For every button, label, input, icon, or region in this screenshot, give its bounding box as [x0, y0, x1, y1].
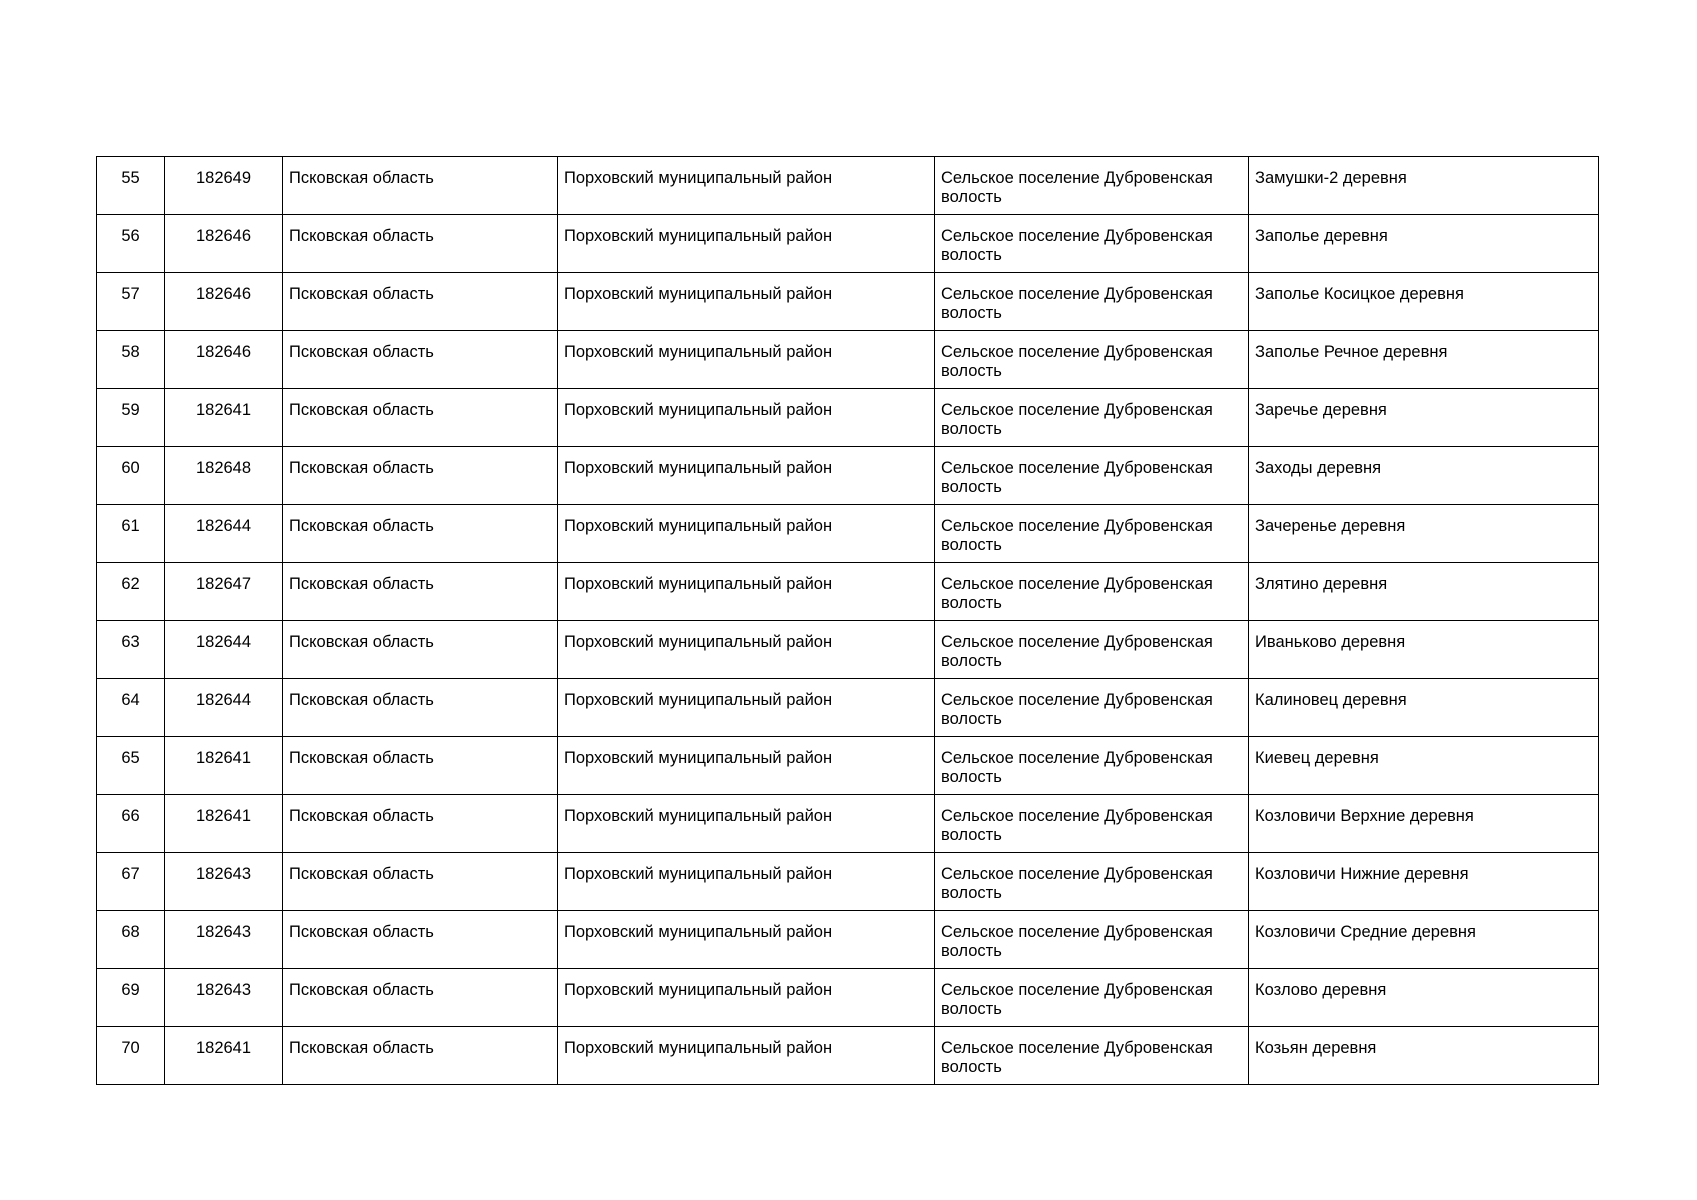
postal-index-cell: 182641 [165, 389, 283, 447]
table-row [97, 621, 1599, 679]
settlement-cell: Сельское поселение Дубровенская волость [935, 1027, 1249, 1085]
postal-index-cell: 182644 [165, 505, 283, 563]
locality-cell: Козловичи Нижние деревня [1249, 853, 1599, 911]
settlement-cell: Сельское поселение Дубровенская волость [935, 911, 1249, 969]
settlement-cell: Сельское поселение Дубровенская волость [935, 215, 1249, 273]
district-cell: Порховский муниципальный район [558, 447, 935, 505]
table-row [97, 679, 1599, 737]
table-row [97, 969, 1599, 1027]
row-number-cell: 55 [97, 157, 165, 215]
table-row [97, 157, 1599, 215]
postal-index-cell: 182646 [165, 331, 283, 389]
region-cell: Псковская область [283, 505, 558, 563]
locality-cell: Злятино деревня [1249, 563, 1599, 621]
settlement-cell: Сельское поселение Дубровенская волость [935, 389, 1249, 447]
region-cell: Псковская область [283, 447, 558, 505]
district-cell: Порховский муниципальный район [558, 273, 935, 331]
table-row [97, 273, 1599, 331]
locality-cell: Козьян деревня [1249, 1027, 1599, 1085]
settlement-cell: Сельское поселение Дубровенская волость [935, 157, 1249, 215]
table-row [97, 215, 1599, 273]
district-cell: Порховский муниципальный район [558, 621, 935, 679]
settlement-cell: Сельское поселение Дубровенская волость [935, 679, 1249, 737]
locality-cell: Заполье Речное деревня [1249, 331, 1599, 389]
district-cell: Порховский муниципальный район [558, 389, 935, 447]
region-cell: Псковская область [283, 215, 558, 273]
settlement-cell: Сельское поселение Дубровенская волость [935, 621, 1249, 679]
locality-table [96, 156, 1599, 1085]
locality-cell: Калиновец деревня [1249, 679, 1599, 737]
table-row [97, 505, 1599, 563]
district-cell: Порховский муниципальный район [558, 795, 935, 853]
row-number-cell: 58 [97, 331, 165, 389]
settlement-cell: Сельское поселение Дубровенская волость [935, 563, 1249, 621]
district-cell: Порховский муниципальный район [558, 737, 935, 795]
region-cell: Псковская область [283, 969, 558, 1027]
row-number-cell: 68 [97, 911, 165, 969]
locality-cell: Заполье Косицкое деревня [1249, 273, 1599, 331]
table-row [97, 737, 1599, 795]
settlement-cell: Сельское поселение Дубровенская волость [935, 273, 1249, 331]
settlement-cell: Сельское поселение Дубровенская волость [935, 969, 1249, 1027]
postal-index-cell: 182644 [165, 679, 283, 737]
locality-cell: Замушки-2 деревня [1249, 157, 1599, 215]
row-number-cell: 59 [97, 389, 165, 447]
postal-index-cell: 182646 [165, 273, 283, 331]
postal-index-cell: 182644 [165, 621, 283, 679]
region-cell: Псковская область [283, 679, 558, 737]
table-row [97, 795, 1599, 853]
row-number-cell: 66 [97, 795, 165, 853]
table-row [97, 447, 1599, 505]
table-row [97, 563, 1599, 621]
district-cell: Порховский муниципальный район [558, 853, 935, 911]
row-number-cell: 57 [97, 273, 165, 331]
postal-index-cell: 182641 [165, 1027, 283, 1085]
region-cell: Псковская область [283, 737, 558, 795]
row-number-cell: 61 [97, 505, 165, 563]
district-cell: Порховский муниципальный район [558, 563, 935, 621]
district-cell: Порховский муниципальный район [558, 911, 935, 969]
table-row [97, 911, 1599, 969]
region-cell: Псковская область [283, 389, 558, 447]
locality-cell: Зачеренье деревня [1249, 505, 1599, 563]
row-number-cell: 63 [97, 621, 165, 679]
row-number-cell: 65 [97, 737, 165, 795]
table-body [97, 157, 1599, 1085]
postal-index-cell: 182649 [165, 157, 283, 215]
table-row [97, 389, 1599, 447]
postal-index-cell: 182646 [165, 215, 283, 273]
region-cell: Псковская область [283, 1027, 558, 1085]
region-cell: Псковская область [283, 621, 558, 679]
district-cell: Порховский муниципальный район [558, 679, 935, 737]
district-cell: Порховский муниципальный район [558, 331, 935, 389]
settlement-cell: Сельское поселение Дубровенская волость [935, 331, 1249, 389]
settlement-cell: Сельское поселение Дубровенская волость [935, 853, 1249, 911]
postal-index-cell: 182643 [165, 969, 283, 1027]
postal-index-cell: 182641 [165, 737, 283, 795]
locality-cell: Заречье деревня [1249, 389, 1599, 447]
region-cell: Псковская область [283, 157, 558, 215]
district-cell: Порховский муниципальный район [558, 969, 935, 1027]
region-cell: Псковская область [283, 563, 558, 621]
district-cell: Порховский муниципальный район [558, 1027, 935, 1085]
locality-cell: Киевец деревня [1249, 737, 1599, 795]
document-page [96, 156, 1598, 1085]
row-number-cell: 70 [97, 1027, 165, 1085]
settlement-cell: Сельское поселение Дубровенская волость [935, 795, 1249, 853]
postal-index-cell: 182643 [165, 853, 283, 911]
table-row [97, 331, 1599, 389]
postal-index-cell: 182648 [165, 447, 283, 505]
locality-cell: Козлово деревня [1249, 969, 1599, 1027]
region-cell: Псковская область [283, 853, 558, 911]
row-number-cell: 60 [97, 447, 165, 505]
district-cell: Порховский муниципальный район [558, 505, 935, 563]
row-number-cell: 56 [97, 215, 165, 273]
region-cell: Псковская область [283, 331, 558, 389]
region-cell: Псковская область [283, 273, 558, 331]
postal-index-cell: 182641 [165, 795, 283, 853]
region-cell: Псковская область [283, 911, 558, 969]
table-row [97, 853, 1599, 911]
row-number-cell: 64 [97, 679, 165, 737]
postal-index-cell: 182643 [165, 911, 283, 969]
locality-cell: Козловичи Верхние деревня [1249, 795, 1599, 853]
settlement-cell: Сельское поселение Дубровенская волость [935, 737, 1249, 795]
settlement-cell: Сельское поселение Дубровенская волость [935, 505, 1249, 563]
locality-cell: Заходы деревня [1249, 447, 1599, 505]
locality-cell: Козловичи Средние деревня [1249, 911, 1599, 969]
region-cell: Псковская область [283, 795, 558, 853]
settlement-cell: Сельское поселение Дубровенская волость [935, 447, 1249, 505]
row-number-cell: 67 [97, 853, 165, 911]
table-row [97, 1027, 1599, 1085]
district-cell: Порховский муниципальный район [558, 157, 935, 215]
row-number-cell: 62 [97, 563, 165, 621]
district-cell: Порховский муниципальный район [558, 215, 935, 273]
locality-cell: Иваньково деревня [1249, 621, 1599, 679]
postal-index-cell: 182647 [165, 563, 283, 621]
row-number-cell: 69 [97, 969, 165, 1027]
locality-cell: Заполье деревня [1249, 215, 1599, 273]
